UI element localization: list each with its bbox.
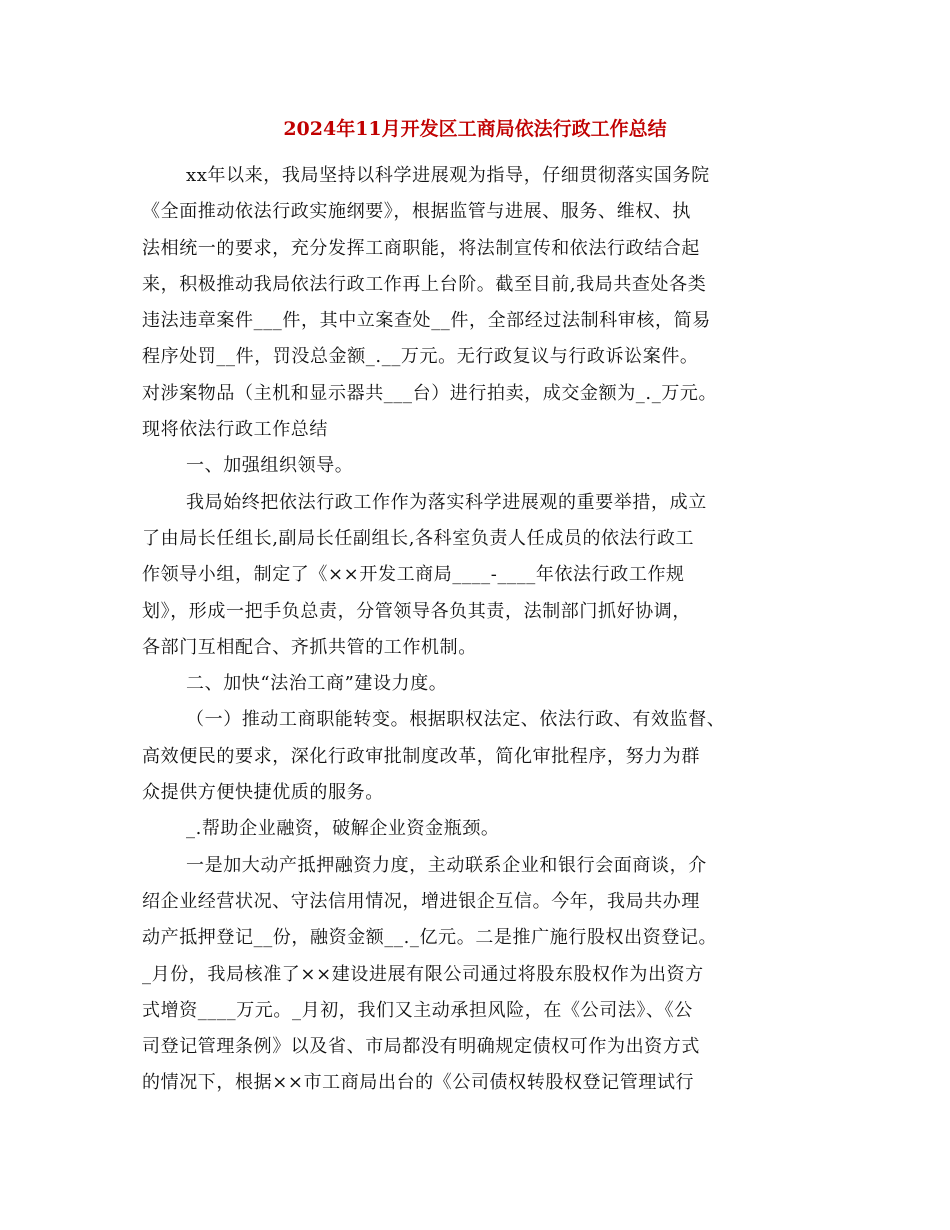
body-line: 司登记管理条例》以及省、市局都没有明确规定债权可作为出资方式 (142, 1036, 700, 1058)
body-line: _月份，我局核准了××建设进展有限公司通过将股东股权作为出资方 (142, 963, 704, 985)
body-line: 来，积极推动我局依法行政工作再上台阶。截至目前,我局共查处各类 (142, 273, 707, 295)
body-line: 众提供方便快捷优质的服务。 (142, 782, 384, 804)
document-body (142, 158, 822, 1102)
body-line: 式增资____万元。_月初，我们又主动承担风险，在《公司法》、《公 (142, 999, 693, 1021)
body-line: （一）推动工商职能转变。根据职权法定、依法行政、有效监督、 (186, 709, 726, 731)
body-line: 动产抵押登记__份，融资金额__._亿元。二是推广施行股权出资登记。 (142, 927, 718, 949)
body-line: 违法违章案件___件，其中立案查处__件，全部经过法制科审核，简易 (142, 310, 711, 332)
document-title: 2024年11月开发区工商局依法行政工作总结 (283, 118, 667, 140)
body-line: 一、加强组织领导。 (186, 455, 354, 477)
body-line: 的情况下，根据××市工商局出台的《公司债权转股权登记管理试行 (142, 1072, 695, 1094)
body-line: 对涉案物品（主机和显示器共___台）进行拍卖，成交金额为_._万元。 (142, 382, 718, 404)
body-line: xx年以来，我局坚持以科学进展观为指导，仔细贯彻落实国务院 (186, 165, 710, 186)
body-line: 一是加大动产抵押融资力度，主动联系企业和银行会面商谈，介 (186, 854, 707, 876)
body-line: 程序处罚__件，罚没总金额_.__万元。无行政复议与行政诉讼案件。 (142, 346, 699, 368)
body-line: 高效便民的要求，深化行政审批制度改革，简化审批程序，努力为群 (142, 745, 700, 767)
body-line: 划》，形成一把手负总责，分管领导各负其责，法制部门抓好协调， (142, 600, 691, 622)
body-line: 二、加快“法治工商”建设力度。 (186, 673, 448, 695)
body-line: 作领导小组，制定了《××开发工商局____-____年依法行政工作规 (142, 564, 685, 586)
body-line: 各部门互相配合、齐抓共管的工作机制。 (142, 636, 477, 658)
body-line: 绍企业经营状况、守法信用情况，增进银企互信。今年，我局共办理 (142, 890, 700, 912)
body-line: 法相统一的要求，充分发挥工商职能，将法制宣传和依法行政结合起 (142, 237, 700, 259)
body-line: 我局始终把依法行政工作作为落实科学进展观的重要举措，成立 (186, 491, 707, 513)
body-line: 现将依法行政工作总结 (142, 419, 328, 441)
body-line: 了由局长任组长,副局长任副组长,各科室负责人任成员的依法行政工 (142, 527, 695, 549)
body-line: _.帮助企业融资，破解企业资金瓶颈。 (186, 818, 500, 840)
body-line: 《全面推动依法行政实施纲要》，根据监管与进展、服务、维权、执 (142, 201, 691, 223)
